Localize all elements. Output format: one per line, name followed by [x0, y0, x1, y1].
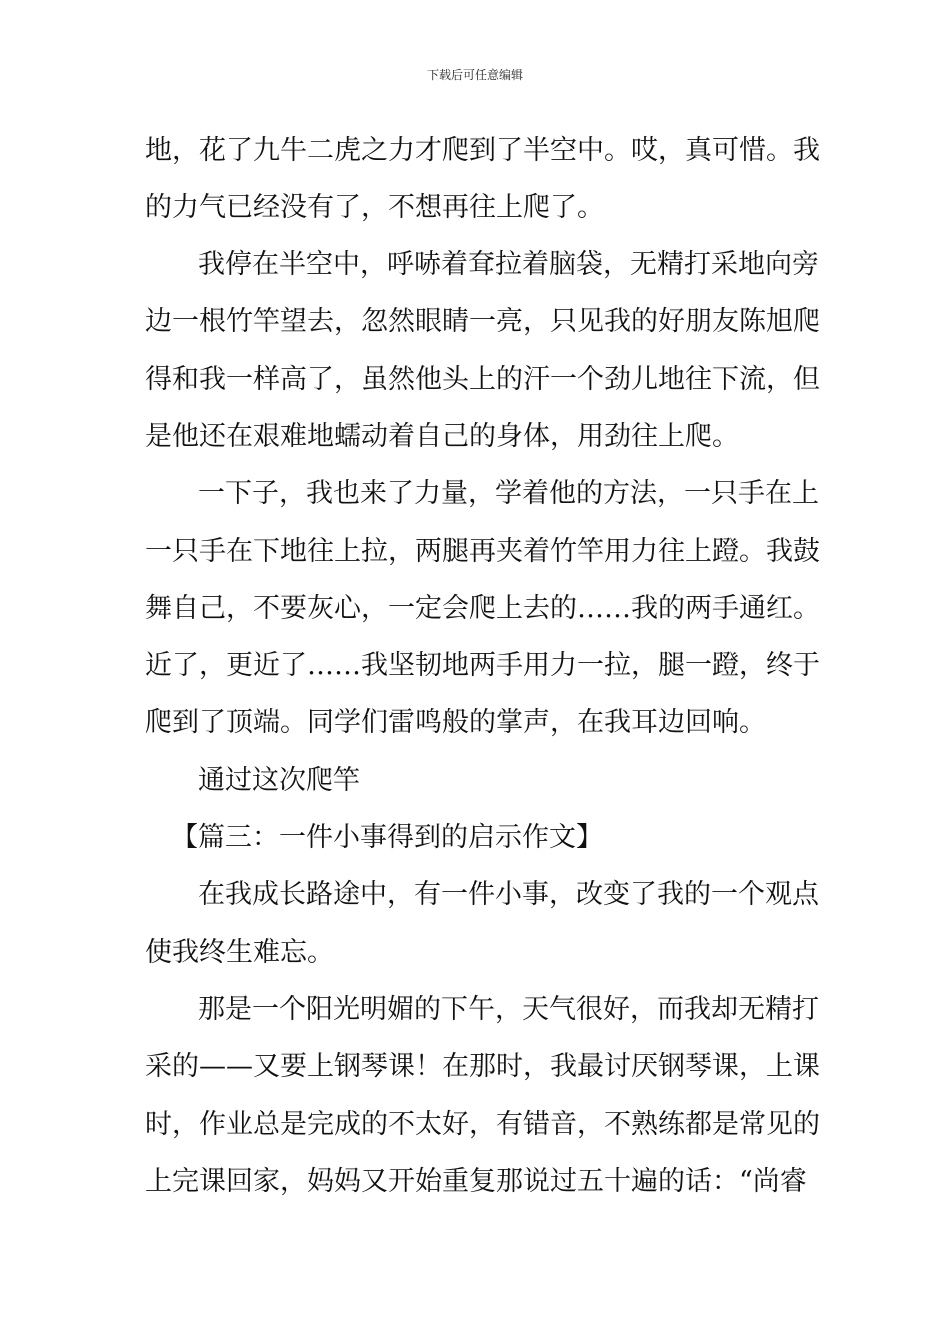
text-line: 爬到了顶端。同学们雷鸣般的掌声，在我耳边回响。: [145, 707, 766, 738]
text-line: 近了，更近了……我坚韧地两手用力一拉，腿一蹬，终于: [145, 650, 820, 681]
text-line: 在我成长路途中，有一件小事，改变了我的一个观点: [198, 879, 819, 910]
text-line: 是他还在艰难地蠕动着自己的身体，用劲往上爬。: [145, 421, 739, 452]
text-line: 上完课回家，妈妈又开始重复那说过五十遍的话：“尚睿: [145, 1166, 807, 1197]
text-line: 边一根竹竿望去，忽然眼睛一亮，只见我的好朋友陈旭爬: [145, 306, 820, 337]
text-line: 采的——又要上钢琴课！在那时，我最讨厌钢琴课，上课: [145, 1051, 820, 1082]
text-line: 一只手在下地往上拉，两腿再夹着竹竿用力往上蹬。我鼓: [145, 536, 820, 567]
text-line: 我停在半空中，呼哧着耷拉着脑袋，无精打采地向旁: [198, 249, 819, 280]
text-line: 时，作业总是完成的不太好，有错音，不熟练都是常见的: [145, 1109, 820, 1140]
page-header: 下载后可任意编辑: [426, 68, 523, 82]
text-line: 舞自己，不要灰心，一定会爬上去的……我的两手通红。: [145, 593, 820, 624]
text-line: 得和我一样高了，虽然他头上的汗一个劲儿地往下流，但: [145, 364, 820, 395]
text-line: 通过这次爬竿: [198, 765, 360, 796]
text-line: 地，花了九牛二虎之力才爬到了半空中。哎，真可惜。我: [145, 135, 820, 166]
text-line: 使我终生难忘。: [145, 937, 334, 968]
text-line: 那是一个阳光明媚的下午，天气很好，而我却无精打: [198, 994, 819, 1025]
text-line: 的力气已经没有了，不想再往上爬了。: [145, 192, 604, 223]
text-line: 一下子，我也来了力量，学着他的方法，一只手在上: [198, 478, 819, 509]
section-heading: 【篇三：一件小事得到的启示作文】: [171, 822, 603, 853]
